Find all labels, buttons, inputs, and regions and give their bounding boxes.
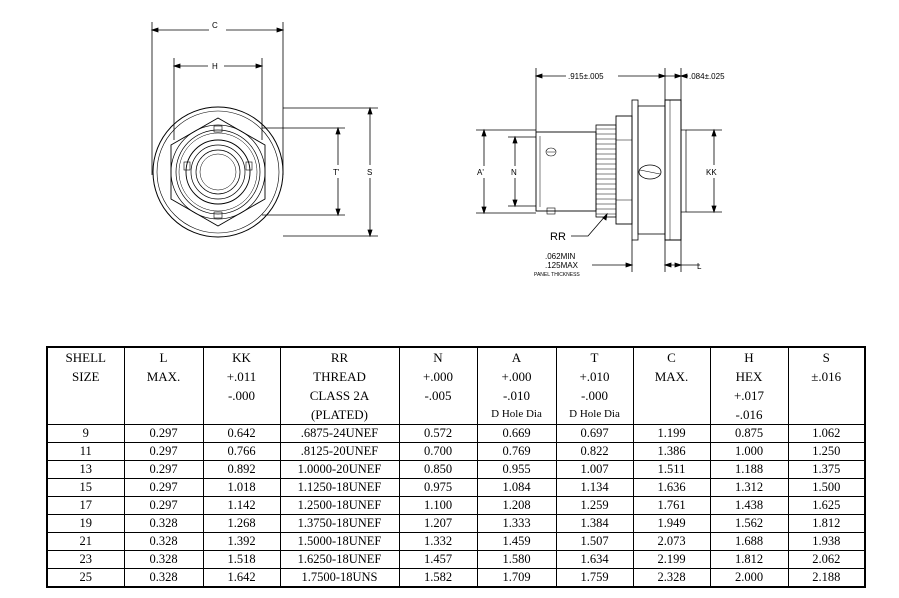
table-header-row bbox=[47, 347, 865, 425]
table-cell: 1.812 bbox=[710, 551, 788, 569]
table-cell: 1.582 bbox=[399, 569, 477, 588]
table-cell: 1.268 bbox=[203, 515, 280, 533]
table-cell: 0.297 bbox=[124, 425, 203, 443]
table-cell: 1.333 bbox=[477, 515, 556, 533]
dim-label-t: T' bbox=[333, 168, 340, 177]
dim-label-s: S bbox=[367, 168, 373, 177]
table-cell: 11 bbox=[47, 443, 124, 461]
table-cell: 0.697 bbox=[556, 425, 633, 443]
table-cell: 1.084 bbox=[477, 479, 556, 497]
dim-label-915: .915±.005 bbox=[568, 72, 604, 81]
table-cell: 1.259 bbox=[556, 497, 633, 515]
header-shell-size: SHELL SIZE bbox=[47, 347, 124, 425]
table-cell: 1.3750-18UNEF bbox=[280, 515, 399, 533]
table-cell: 21 bbox=[47, 533, 124, 551]
table-cell: 1.062 bbox=[788, 425, 865, 443]
table-cell: 15 bbox=[47, 479, 124, 497]
table-cell: 1.0000-20UNEF bbox=[280, 461, 399, 479]
table-cell: 1.562 bbox=[710, 515, 788, 533]
table-cell: 1.759 bbox=[556, 569, 633, 588]
header-n: N +.000 -.005 bbox=[399, 347, 477, 425]
header-t: T +.010 -.000 D Hole Dia bbox=[556, 347, 633, 425]
table-cell: 1.100 bbox=[399, 497, 477, 515]
panel-thickness-min: .062MIN bbox=[545, 252, 576, 261]
table-cell: 0.769 bbox=[477, 443, 556, 461]
table-cell: 1.438 bbox=[710, 497, 788, 515]
table-cell: 1.7500-18UNS bbox=[280, 569, 399, 588]
header-l: L MAX. bbox=[124, 347, 203, 425]
header-kk: KK +.011 -.000 bbox=[203, 347, 280, 425]
table-cell: 1.812 bbox=[788, 515, 865, 533]
table-cell: 1.000 bbox=[710, 443, 788, 461]
table-cell: 13 bbox=[47, 461, 124, 479]
table-cell: 1.949 bbox=[633, 515, 710, 533]
table-cell: 0.955 bbox=[477, 461, 556, 479]
table-cell: 1.332 bbox=[399, 533, 477, 551]
table-cell: 1.208 bbox=[477, 497, 556, 515]
table-cell: 2.199 bbox=[633, 551, 710, 569]
table-row bbox=[47, 515, 865, 533]
table-cell: 1.1250-18UNEF bbox=[280, 479, 399, 497]
table-cell: 1.761 bbox=[633, 497, 710, 515]
dim-label-rr: RR bbox=[550, 231, 566, 243]
table-row bbox=[47, 569, 865, 588]
table-cell: 0.642 bbox=[203, 425, 280, 443]
table-cell: 1.384 bbox=[556, 515, 633, 533]
header-s: S ±.016 bbox=[788, 347, 865, 425]
table-cell: 2.328 bbox=[633, 569, 710, 588]
table-cell: 2.188 bbox=[788, 569, 865, 588]
header-h: H HEX +.017 -.016 bbox=[710, 347, 788, 425]
table-cell: 0.297 bbox=[124, 497, 203, 515]
table-cell: 0.297 bbox=[124, 443, 203, 461]
panel-thickness-label: PANEL THICKNESS bbox=[534, 272, 580, 278]
table-cell: 1.507 bbox=[556, 533, 633, 551]
table-cell: 1.518 bbox=[203, 551, 280, 569]
table-cell: 1.709 bbox=[477, 569, 556, 588]
table-cell: 1.511 bbox=[633, 461, 710, 479]
table-row bbox=[47, 443, 865, 461]
table-cell: 1.375 bbox=[788, 461, 865, 479]
dim-label-kk: KK bbox=[706, 168, 717, 177]
table-cell: 0.572 bbox=[399, 425, 477, 443]
table-cell: 1.688 bbox=[710, 533, 788, 551]
table-cell: 0.297 bbox=[124, 461, 203, 479]
table-row bbox=[47, 461, 865, 479]
front-view bbox=[152, 22, 378, 237]
table-cell: 0.850 bbox=[399, 461, 477, 479]
table-cell: 23 bbox=[47, 551, 124, 569]
table-cell: 0.975 bbox=[399, 479, 477, 497]
table-body bbox=[47, 425, 865, 588]
header-a: A +.000 -.010 D Hole Dia bbox=[477, 347, 556, 425]
table-cell: 25 bbox=[47, 569, 124, 588]
dim-label-l: L bbox=[697, 262, 702, 271]
table-cell: 0.892 bbox=[203, 461, 280, 479]
table-cell: 1.500 bbox=[788, 479, 865, 497]
table-cell: 1.386 bbox=[633, 443, 710, 461]
header-rr: RR THREAD CLASS 2A (PLATED) bbox=[280, 347, 399, 425]
table-cell: 1.5000-18UNEF bbox=[280, 533, 399, 551]
table-cell: 0.328 bbox=[124, 551, 203, 569]
table-cell: 17 bbox=[47, 497, 124, 515]
dim-label-c: C bbox=[212, 21, 218, 30]
table-cell: 1.636 bbox=[633, 479, 710, 497]
table-cell: 1.580 bbox=[477, 551, 556, 569]
table-cell: 0.822 bbox=[556, 443, 633, 461]
table-cell: 1.188 bbox=[710, 461, 788, 479]
table-row bbox=[47, 425, 865, 443]
table-row bbox=[47, 479, 865, 497]
table-cell: .8125-20UNEF bbox=[280, 443, 399, 461]
dim-label-h: H bbox=[212, 62, 218, 71]
dim-label-a: A' bbox=[477, 168, 484, 177]
table-cell: 1.007 bbox=[556, 461, 633, 479]
table-cell: 1.938 bbox=[788, 533, 865, 551]
table-cell: 0.669 bbox=[477, 425, 556, 443]
table-cell: 1.2500-18UNEF bbox=[280, 497, 399, 515]
spec-table bbox=[46, 346, 866, 588]
table-cell: .6875-24UNEF bbox=[280, 425, 399, 443]
table-cell: 1.6250-18UNEF bbox=[280, 551, 399, 569]
table-cell: 1.459 bbox=[477, 533, 556, 551]
table-row bbox=[47, 497, 865, 515]
table-cell: 0.328 bbox=[124, 569, 203, 588]
table-cell: 0.328 bbox=[124, 515, 203, 533]
table-cell: 2.073 bbox=[633, 533, 710, 551]
table-cell: 1.142 bbox=[203, 497, 280, 515]
table-cell: 1.207 bbox=[399, 515, 477, 533]
table-cell: 1.250 bbox=[788, 443, 865, 461]
table-cell: 0.700 bbox=[399, 443, 477, 461]
header-c: C MAX. bbox=[633, 347, 710, 425]
panel-thickness-max: .125MAX bbox=[545, 261, 578, 270]
table-cell: 2.062 bbox=[788, 551, 865, 569]
table-cell: 1.392 bbox=[203, 533, 280, 551]
table-cell: 1.018 bbox=[203, 479, 280, 497]
table-cell: 1.642 bbox=[203, 569, 280, 588]
table-cell: 9 bbox=[47, 425, 124, 443]
table-cell: 1.634 bbox=[556, 551, 633, 569]
table-cell: 1.312 bbox=[710, 479, 788, 497]
table-row bbox=[47, 533, 865, 551]
table-cell: 0.875 bbox=[710, 425, 788, 443]
table-cell: 1.199 bbox=[633, 425, 710, 443]
table-cell: 19 bbox=[47, 515, 124, 533]
table-cell: 0.328 bbox=[124, 533, 203, 551]
dim-label-084: .084±.025 bbox=[689, 72, 725, 81]
table-cell: 1.134 bbox=[556, 479, 633, 497]
table-cell: 2.000 bbox=[710, 569, 788, 588]
table-cell: 1.625 bbox=[788, 497, 865, 515]
table-cell: 0.766 bbox=[203, 443, 280, 461]
table-cell: 1.457 bbox=[399, 551, 477, 569]
table-cell: 0.297 bbox=[124, 479, 203, 497]
dim-label-n: N bbox=[511, 168, 517, 177]
table-row bbox=[47, 551, 865, 569]
